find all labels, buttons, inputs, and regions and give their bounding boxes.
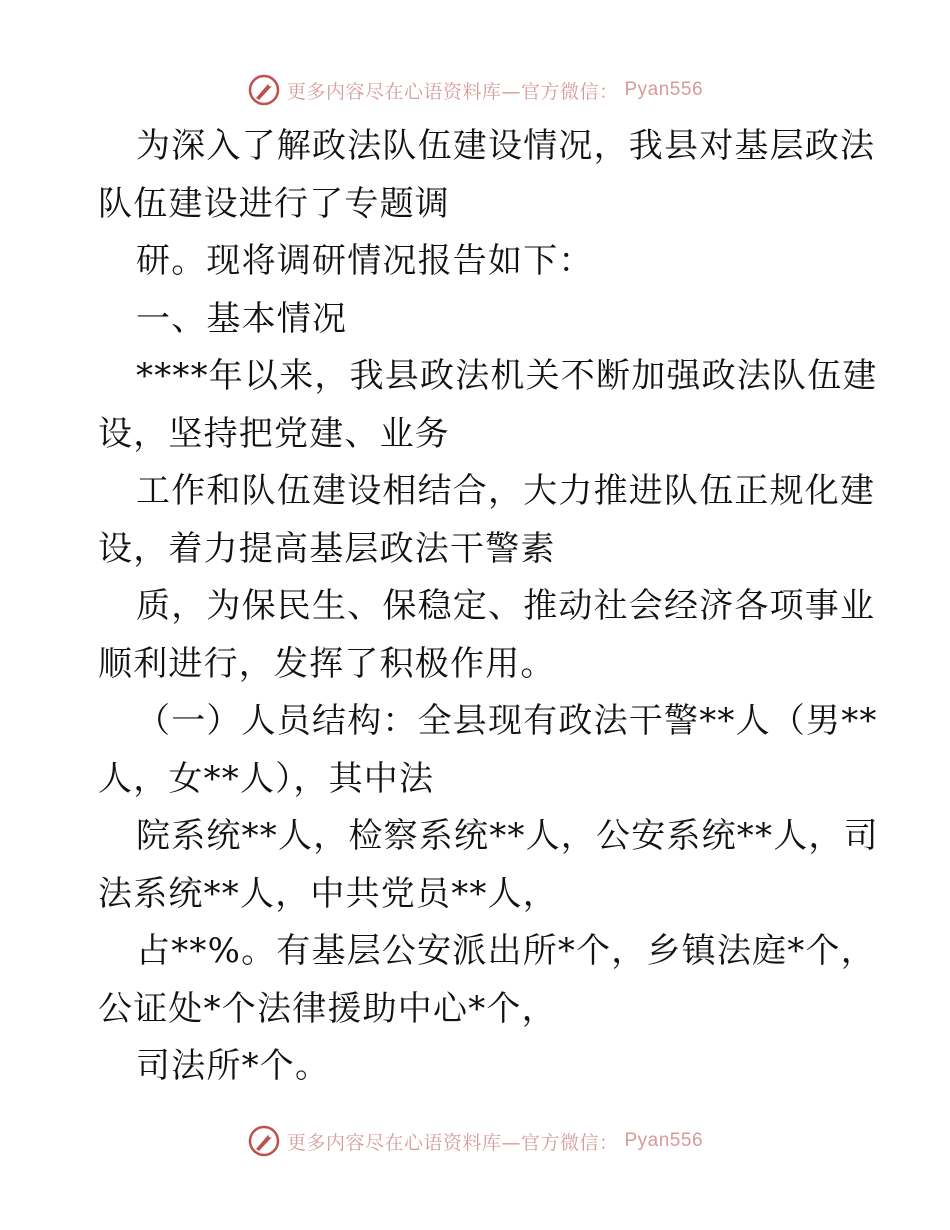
paragraph-line: 司法所*个。: [136, 1046, 331, 1086]
paragraph-line: 为深入了解政法队伍建设情况，我县对基层政法: [136, 126, 876, 166]
document-body: [98, 118, 879, 1096]
section-heading: 一、基本情况: [136, 298, 348, 339]
paragraph-line: 设，坚持把党建、业务: [98, 413, 450, 454]
paragraph-line: ****年以来，我县政法机关不断加强政法队伍建: [136, 356, 878, 396]
paragraph-line: （一）人员结构：全县现有政法干警**人（男**: [136, 701, 878, 741]
watermark-text: 更多内容尽在心语资料库—官方微信：: [286, 1131, 619, 1154]
paragraph-line: 院系统**人，检察系统**人，公安系统**人，司: [136, 816, 879, 856]
paragraph-line: 公证处*个法律援助中心*个，: [98, 988, 557, 1029]
paragraph-line: 研。现将调研情况报告如下：: [136, 241, 594, 281]
paragraph-line: 设，着力提高基层政法干警素: [98, 528, 556, 569]
paragraph-line: 占**%。有基层公安派出所*个，乡镇法庭*个，: [136, 931, 876, 971]
paragraph-line: 质，为保民生、保稳定、推动社会经济各项事业: [136, 586, 876, 626]
paragraph-line: 队伍建设进行了专题调: [98, 183, 450, 224]
pen-nib-logo-icon: [247, 73, 281, 107]
watermark-footer: [0, 1121, 950, 1161]
paragraph-line: 顺利进行，发挥了积极作用。: [98, 643, 556, 684]
paragraph-line: 法系统**人，中共党员**人，: [98, 873, 558, 914]
paragraph-line: 工作和队伍建设相结合，大力推进队伍正规化建: [136, 471, 876, 511]
watermark-header: [0, 70, 950, 110]
pen-nib-logo-icon: [247, 1124, 281, 1158]
watermark-contact: Pyan556: [624, 1130, 704, 1151]
paragraph-line: 人，女**人），其中法: [98, 758, 435, 799]
watermark-contact: Pyan556: [624, 79, 704, 100]
watermark-text: 更多内容尽在心语资料库—官方微信：: [286, 80, 619, 103]
